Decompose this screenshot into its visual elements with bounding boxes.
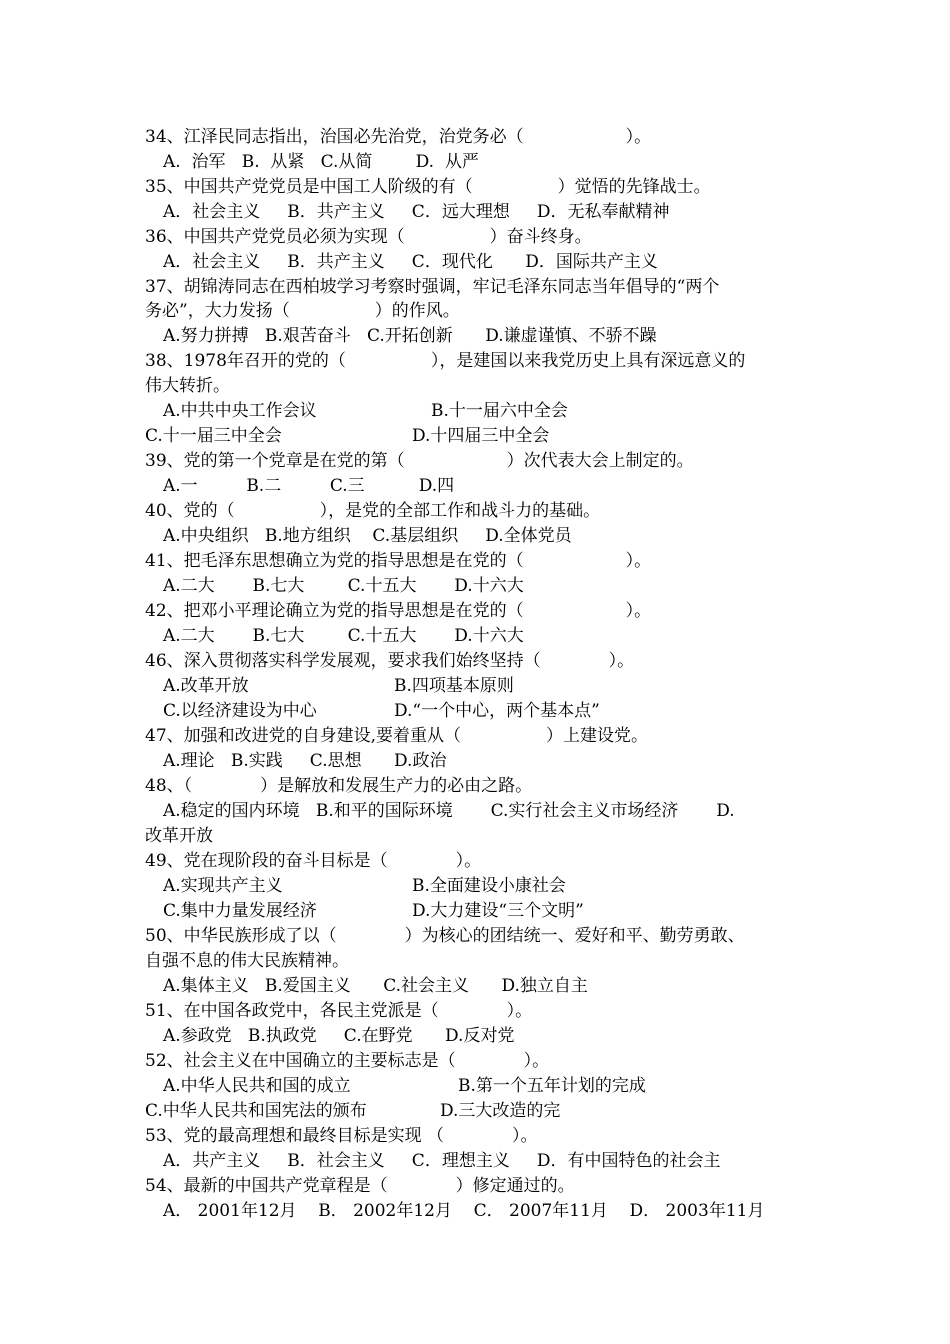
option-38-c: C.十一届三中全会 [145, 426, 282, 446]
options-39: A.一 B.二 C.三 D.四 [163, 476, 455, 496]
option-52-b: B.第一个五年计划的完成 [458, 1076, 646, 1096]
options-36: A．社会主义 B．共产主义 C．现代化 D．国际共产主义 [163, 252, 658, 272]
option-38-b: B.十一届六中全会 [431, 401, 568, 421]
question-52: 52、社会主义在中国确立的主要标志是（ ）。 [145, 1051, 550, 1071]
question-42: 42、把邓小平理论确立为党的指导思想是在党的（ ）。 [145, 601, 652, 621]
options-41: A.二大 B.七大 C.十五大 D.十六大 [163, 576, 524, 596]
options-34: A. 治军 B. 从紧 C.从简 D. 从严 [163, 152, 479, 172]
question-40: 40、党的（ ），是党的全部工作和战斗力的基础。 [145, 501, 601, 521]
option-49-c: C.集中力量发展经济 [163, 901, 317, 921]
question-54: 54、最新的中国共产党章程是（ ）修定通过的。 [145, 1176, 575, 1196]
question-47: 47、加强和改进党的自身建设,要着重从（ ）上建设党。 [145, 726, 649, 746]
options-48-cont: 改革开放 [145, 826, 213, 846]
option-49-b: B.全面建设小康社会 [412, 876, 566, 896]
question-37-cont: 务必”，大力发扬（ ）的作风。 [145, 301, 460, 321]
question-48: 48、（ ）是解放和发展生产力的必由之路。 [145, 776, 533, 796]
question-51: 51、在中国各政党中，各民主党派是（ ）。 [145, 1001, 533, 1021]
question-39: 39、党的第一个党章是在党的第（ ）次代表大会上制定的。 [145, 451, 694, 471]
option-38-a: A.中共中央工作会议 [163, 401, 317, 421]
question-34: 34、江泽民同志指出，治国必先治党，治党务必（ ）。 [145, 127, 652, 147]
question-36: 36、中国共产党党员必须为实现（ ）奋斗终身。 [145, 227, 592, 247]
option-38-d: D.十四届三中全会 [412, 426, 550, 446]
option-49-a: A.实现共产主义 [163, 876, 283, 896]
options-35: A．社会主义 B．共产主义 C．远大理想 D．无私奉献精神 [163, 202, 670, 222]
question-41: 41、把毛泽东思想确立为党的指导思想是在党的（ ）。 [145, 551, 652, 571]
option-46-c: C.以经济建设为中心 [163, 701, 317, 721]
options-48: A.稳定的国内环境 B.和平的国际环境 C.实行社会主义市场经济 D. [163, 801, 735, 821]
options-37: A.努力拼搏 B.艰苦奋斗 C.开拓创新 D.谦虚谨慎、不骄不躁 [163, 326, 657, 346]
option-52-a: A.中华人民共和国的成立 [163, 1076, 351, 1096]
question-35: 35、中国共产党党员是中国工人阶级的有（ ）觉悟的先锋战士。 [145, 177, 711, 197]
option-46-b: B.四项基本原则 [394, 676, 514, 696]
question-50: 50、中华民族形成了以（ ）为核心的团结统一、爱好和平、勤劳勇敢、 [145, 926, 745, 946]
question-38: 38、1978年召开的党的（ ），是建国以来我党历史上具有深远意义的 [145, 351, 746, 371]
options-53: A．共产主义 B．社会主义 C．理想主义 D．有中国特色的社会主 [163, 1151, 721, 1171]
option-52-c: C.中华人民共和国宪法的颁布 [145, 1101, 367, 1121]
options-51: A.参政党 B.执政党 C.在野党 D.反对党 [163, 1026, 515, 1046]
question-46: 46、深入贯彻落实科学发展观，要求我们始终坚持（ ）。 [145, 651, 635, 671]
options-47: A.理论 B.实践 C.思想 D.政治 [163, 751, 447, 771]
options-50: A.集体主义 B.爱国主义 C.社会主义 D.独立自主 [163, 976, 588, 996]
question-37: 37、胡锦涛同志在西柏坡学习考察时强调，牢记毛泽东同志当年倡导的“两个 [145, 277, 720, 297]
options-40: A.中央组织 B.地方组织 C.基层组织 D.全体党员 [163, 526, 572, 546]
question-38-cont: 伟大转折。 [145, 376, 230, 396]
question-49: 49、党在现阶段的奋斗目标是（ ）。 [145, 851, 482, 871]
question-50-cont: 自强不息的伟大民族精神。 [145, 951, 349, 971]
options-42: A.二大 B.七大 C.十五大 D.十六大 [163, 626, 524, 646]
question-53: 53、党的最高理想和最终目标是实现 （ ）。 [145, 1126, 538, 1146]
option-46-a: A.改革开放 [163, 676, 249, 696]
option-46-d: D.“一个中心，两个基本点” [394, 701, 600, 721]
option-52-d: D.三大改造的完 [440, 1101, 561, 1121]
option-49-d: D.大力建设“三个文明” [412, 901, 584, 921]
options-54: A． 2001年12月 B． 2002年12月 C． 2007年11月 D． 2003年11月 [163, 1201, 765, 1221]
